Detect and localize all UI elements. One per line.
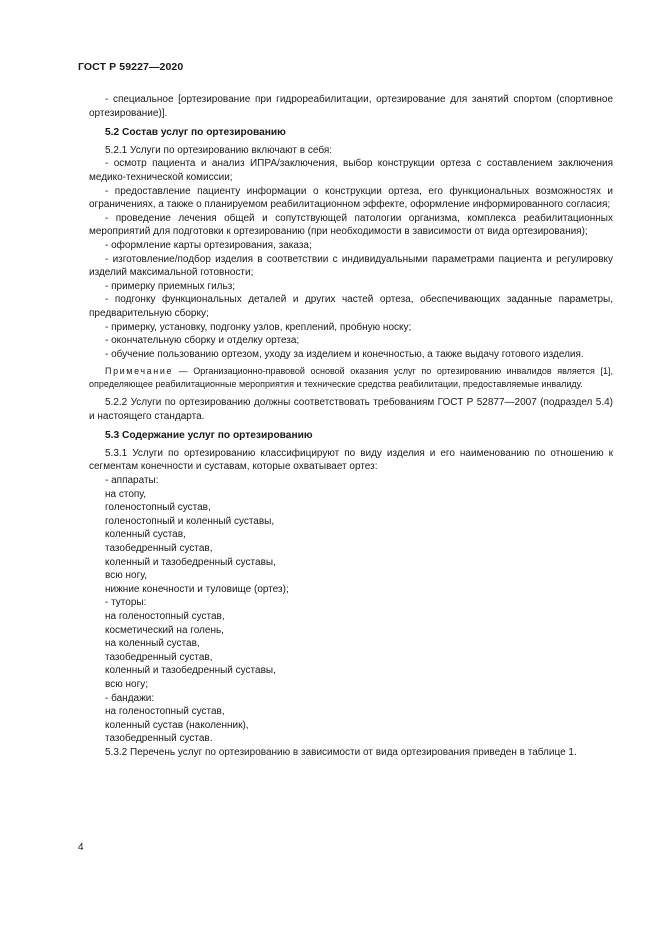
list-item: коленный и тазобедренный суставы, — [105, 556, 276, 568]
list-item: на коленный сустав, — [105, 638, 200, 650]
note-label: Примечание — [105, 366, 174, 377]
list-item: - обучение пользованию ортезом, уходу за изделием и конечностью, а также выдачу готового изделия. — [105, 348, 584, 360]
list-item: тазобедренный сустав, — [105, 651, 213, 663]
list-item: голеностопный сустав, — [105, 502, 211, 514]
section-heading-5-2: 5.2 Состав услуг по ортезированию — [105, 127, 286, 139]
list-item: тазобедренный сустав, — [105, 543, 213, 555]
list-item: - изготовление/подбор изделия в соответствии с индивидуальными параметрами пациента и регулировку изделий максимальной готовности; — [89, 253, 613, 279]
list-item: коленный и тазобедренный суставы, — [105, 665, 276, 677]
list-item: косметический на голень, — [105, 624, 224, 636]
list-item: - окончательную сборку и отделку ортеза; — [105, 335, 300, 347]
standard-header: ГОСТ Р 59227—2020 — [78, 61, 184, 73]
list-item: - подгонку функциональных деталей и других частей ортеза, обеспечивающих заданные параметры, предварительную сборку; — [89, 294, 613, 319]
list-item: нижние конечности и туловище (ортез); — [105, 583, 289, 595]
paragraph-5-3-2: 5.3.2 Перечень услуг по ортезированию в зависимости от вида ортезирования приведен в таблице 1. — [105, 746, 577, 758]
list-item: - осмотр пациента и анализ ИПРА/заключения, выбор конструкции ортеза с составлением заключения медико-технической комиссии; — [89, 158, 613, 183]
list-item: на голеностопный сустав, — [105, 706, 225, 718]
note-text: — Организационно-правовой основой оказания услуг по ортезированию инвалидов является [1], определяющее реабилитационные мероприятия и технические средства реабилитации, предоставляемые инвалиду. — [89, 366, 613, 389]
list-item: - примерку приемных гильз; — [105, 280, 236, 292]
list-item: тазобедренный сустав. — [105, 733, 213, 745]
list-item: всю ногу, — [105, 570, 147, 582]
list-item: на стопу, — [105, 488, 147, 500]
list-item: - туторы: — [105, 597, 147, 609]
list-item: - аппараты: — [105, 475, 159, 487]
note — [89, 365, 613, 390]
paragraph-special-orthotics: - специальное [ортезирование при гидрореабилитации, ортезирование для занятий спортом (спортивное ортезирование)]. — [89, 94, 613, 119]
list-item: - оформление карты ортезирования, заказа; — [105, 239, 312, 251]
list-item: коленный сустав (наколенник), — [105, 719, 249, 731]
paragraph-5-2-2: 5.2.2 Услуги по ортезированию должны соответствовать требованиям ГОСТ Р 52877—2007 (подраздел 5.4) и настоящего стандарта. — [89, 397, 613, 422]
paragraph-5-2-1: 5.2.1 Услуги по ортезированию включают в себя: — [105, 144, 333, 156]
list-item: всю ногу; — [105, 678, 148, 690]
page-number: 4 — [78, 842, 84, 853]
section-heading-5-3: 5.3 Содержание услуг по ортезированию — [105, 430, 313, 442]
list-item: - проведение лечения общей и сопутствующей патологии организма, комплекса реабилитационных мероприятий для подготовки к ортезированию (при необходимости в зависимости от вида ортезирования); — [89, 212, 613, 238]
list-item: - примерку, установку, подгонку узлов, креплений, пробную носку; — [105, 321, 412, 333]
list-item: коленный сустав, — [105, 529, 186, 541]
list-item: на голеностопный сустав, — [105, 611, 225, 622]
document-body — [89, 93, 613, 760]
paragraph-5-3-1: 5.3.1 Услуги по ортезированию классифицируют по виду изделия и его наименованию по отношению к сегментам конечности и суставам, которые охватывает ортез: — [89, 447, 613, 473]
list-item: - предоставление пациенту информации о конструкции ортеза, его функциональных возможностях и ограничениях, а также о планируемом реабилитационном эффекте, оформление информированного согласия; — [89, 185, 613, 211]
list-item: голеностопный и коленный суставы, — [105, 515, 275, 527]
list-item: - бандажи: — [105, 692, 155, 704]
